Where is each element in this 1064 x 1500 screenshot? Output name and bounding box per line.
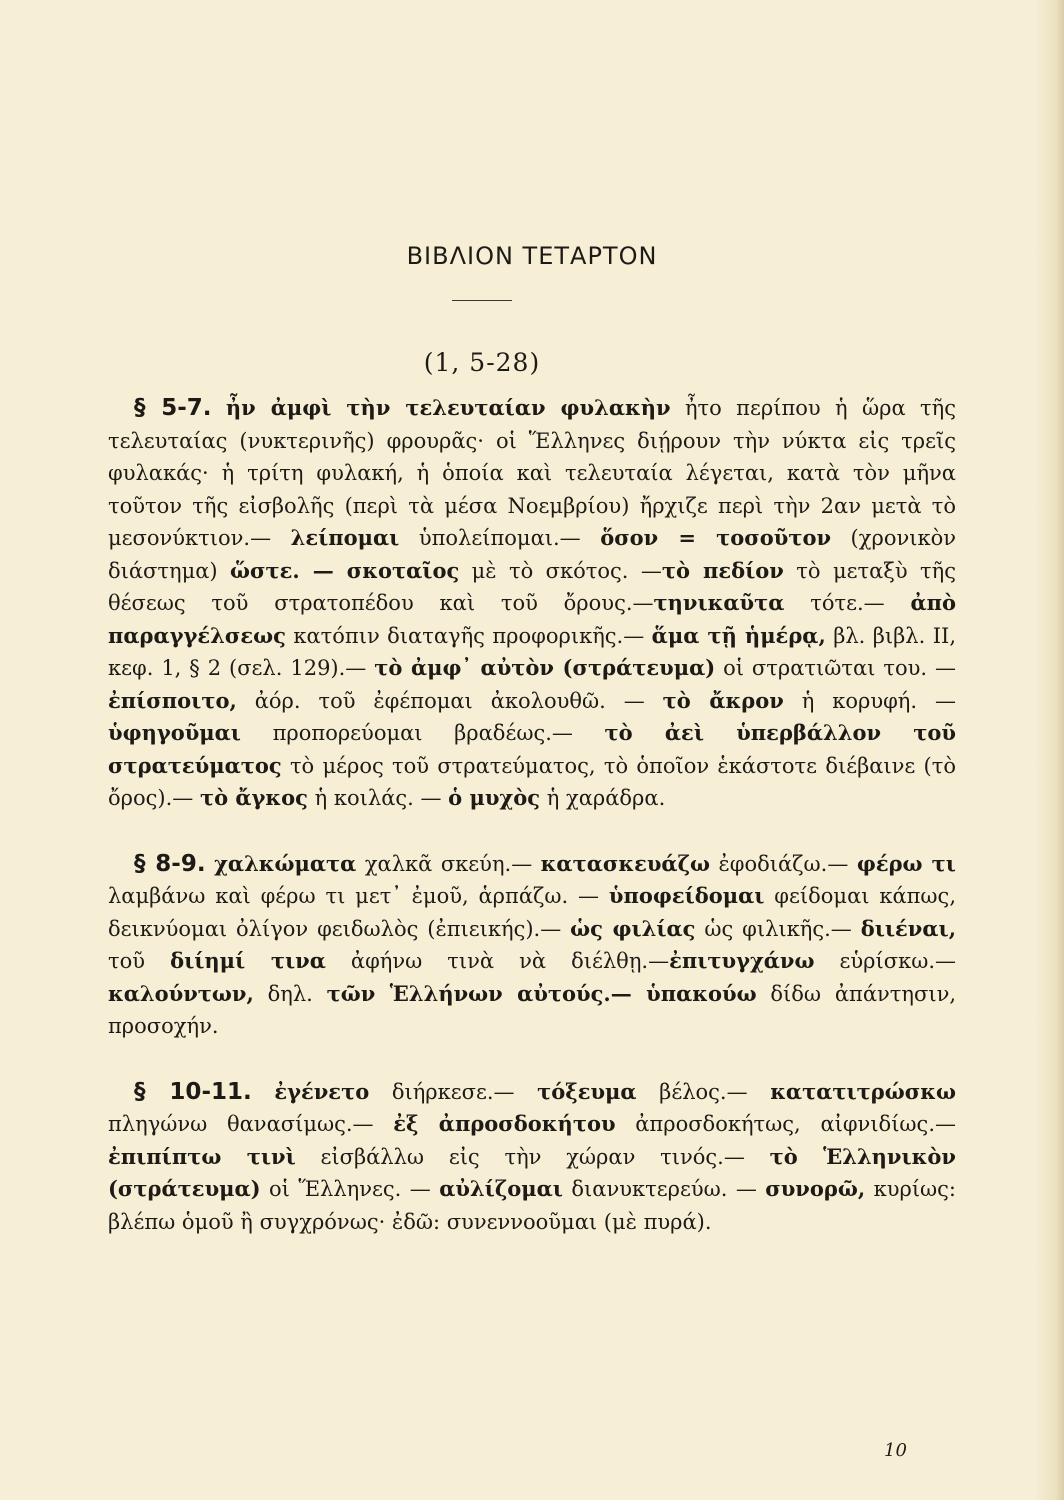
gloss-definition: οἱ στρατιῶται του. — [715, 656, 956, 680]
gloss-term: διιέναι, [860, 915, 957, 941]
gloss-definition: μὲ τὸ σκότος. — [459, 558, 662, 583]
gloss-term: τὸ ἀμφ᾽ αὐτὸν (στράτευμα) [374, 655, 716, 680]
gloss-term: ὑποφείδομαι [608, 883, 765, 908]
gloss-definition: διήρκεσε.— [369, 1079, 538, 1104]
gloss-term: ἐπιτυγχάνω [669, 948, 815, 973]
chapter-range: (1, 5-28) [423, 348, 541, 377]
gloss-term: αὐλίζομαι [439, 1176, 563, 1201]
gloss-definition: ἀόρ. τοῦ ἐφέπομαι ἀκολουθῶ. — [236, 688, 663, 713]
gloss-term: ἦν ἀμφὶ τὴν τελευταίαν φυλακὴν [225, 395, 671, 420]
gloss-term: λείπομαι [290, 525, 400, 550]
gloss-term: τὸ ἀεὶ ὑπερβάλλον τοῦ στρατεύματος [108, 720, 956, 778]
gloss-term: κατατιτρώσκω [770, 1078, 956, 1104]
gloss-definition: κατόπιν διαταγῆς προφορικῆς.— [285, 623, 652, 648]
gloss-definition: ἡ κορυφή. — [783, 688, 956, 713]
gloss-definition: χαλκᾶ σκεύη.— [356, 851, 541, 876]
gloss-term: ὡς φιλίας [570, 915, 696, 941]
gloss-definition: τοῦ [108, 949, 171, 973]
gloss-definition: ἡ κοιλάς. — [307, 786, 449, 810]
section-8-9 [108, 848, 956, 1043]
page-number: 10 [884, 1440, 907, 1461]
gloss-definition: ἐφοδιάζω.— [710, 851, 857, 876]
gloss-definition: βλ. βιβλ. II, κεφ. 1, § 2 (σελ. 129).— [108, 623, 956, 680]
gloss-definition: φείδομαι κάπως, δεικνύομαι ὀλίγον φειδωλὸς (ἐπιεικής).— [108, 884, 956, 941]
section-number: § 10-11. [134, 1078, 252, 1105]
gloss-definition: εἰσβάλλω εἰς τὴν χώραν τινός.— [295, 1144, 770, 1169]
section-10-11 [108, 1076, 956, 1239]
gloss-definition: εὑρίσκω.— [814, 949, 956, 973]
gloss-definition: πληγώνω θανασίμως.— [108, 1112, 394, 1136]
gloss-definition: δίδω ἀπάντησιν, προσοχήν. [108, 981, 957, 1038]
gloss-definition: δηλ. [253, 981, 327, 1006]
book-title: ΒΙΒΛΙΟΝ ΤΕΤΑΡΤΟΝ [406, 242, 658, 270]
gloss-term: τὸ πεδίον [661, 557, 784, 583]
gloss-term: τὸ ἄκρον [662, 687, 784, 713]
section-number: § 8-9. [134, 850, 206, 877]
gloss-definition: κυρίως: βλέπω ὁμοῦ ἢ συγχρόνως· ἐδῶ: συνεννοοῦμαι (μὲ πυρά). [108, 1177, 957, 1234]
gloss-definition: ἡ χαράδρα. [540, 786, 666, 810]
gloss-definition: ὡς φιλικῆς.— [695, 916, 861, 941]
gloss-term: τὸ Ἑλληνικὸν (στράτευμα) [108, 1143, 956, 1201]
gloss-term: καλούντων, [108, 980, 254, 1006]
gloss-definition: οἱ Ἕλληνες. — [260, 1177, 440, 1201]
commentary-body [108, 392, 956, 1238]
gloss-definition: λαμβάνω καὶ φέρω τι μετ᾽ ἐμοῦ, ἁρπάζω. — [108, 884, 609, 908]
gloss-definition: προπορεύομαι βραδέως.— [240, 721, 605, 745]
gloss-term: ἀπὸ παραγγέλσεως [108, 590, 956, 648]
section-number: § 5-7. [134, 395, 212, 421]
gloss-term: ὑφηγοῦμαι [108, 720, 241, 745]
gloss-term: τηνικαῦτα [653, 590, 785, 615]
gloss-definition: (χρονικὸν διάστημα) [108, 526, 956, 583]
page-edge [1034, 0, 1064, 1500]
gloss-term: τόξευμα [537, 1078, 637, 1104]
gloss-definition: ὑπολείπομαι.— [399, 526, 601, 550]
gloss-definition: ἦτο περίπου ἡ ὥρα τῆς τελευταίας (νυκτερινῆς) φρουρᾶς· οἱ Ἕλληνες διῄρουν τὴν νύκτα εἰς τρεῖς φυλακάς· ἡ τρίτη φυλακή, ἡ ὁποία καὶ τελευταία λέγεται, κατὰ τὸν μῆνα τοῦτον τῆς εἰσβολῆς (περὶ τὰ μέσα Νοεμβρίου) ἤρχιζε περὶ τὴν 2αν μετὰ τὸ μεσονύκτιον.— [108, 396, 956, 550]
gloss-term: τῶν Ἑλλήνων αὐτούς.— ὑπακούω [326, 980, 757, 1006]
gloss-term: ἐπιπίπτω τινὶ [108, 1143, 296, 1169]
gloss-definition: ἀφήνω τινὰ νὰ διέλθῃ.— [325, 949, 670, 973]
gloss-definition: τὸ μέρος τοῦ στρατεύματος, τὸ ὁποῖον ἑκάστοτε διέβαινε (τὸ ὄρος).— [108, 753, 956, 810]
gloss-term: συνορῶ, [765, 1176, 866, 1201]
gloss-term: χαλκώματα [214, 850, 357, 876]
gloss-term: κατασκευάζω [540, 850, 711, 876]
title-divider [452, 300, 512, 301]
gloss-term: ἅμα τῇ ἡμέρᾳ, [651, 622, 826, 648]
gloss-definition: βέλος.— [636, 1079, 771, 1104]
gloss-definition: ἀπροσδοκήτως, αἰφνιδίως.— [615, 1112, 956, 1136]
gloss-term: διίημί τινα [170, 948, 326, 973]
gloss-term: ἐπίσποιτο, [108, 687, 237, 713]
gloss-definition: τὸ μεταξὺ τῆς θέσεως τοῦ στρατοπέδου καὶ τοῦ ὄρους.— [108, 558, 956, 615]
gloss-definition: διανυκτερεύω. — [562, 1177, 766, 1201]
gloss-definition: τότε.— [784, 591, 911, 615]
gloss-term: ἐξ ἀπροσδοκήτου [393, 1111, 616, 1136]
gloss-term: ὅσον = τοσοῦτον [600, 525, 832, 550]
section-5-7 [108, 392, 956, 815]
gloss-term: φέρω τι [856, 850, 956, 876]
gloss-term: ἐγένετο [274, 1078, 370, 1104]
gloss-term: ὥστε. — σκοταῖος [230, 557, 460, 583]
gloss-term: ὁ μυχὸς [448, 785, 541, 810]
gloss-term: τὸ ἄγκος [199, 785, 308, 810]
